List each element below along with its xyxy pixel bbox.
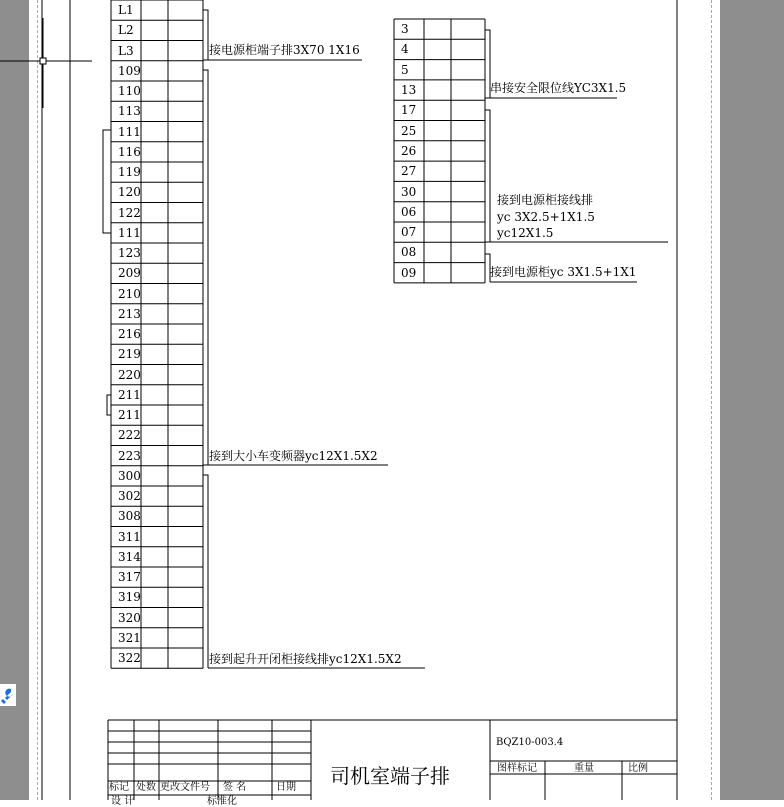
- left-strip-terminal-label: 211: [118, 387, 141, 402]
- tb-scale: 比例: [628, 763, 648, 774]
- left-strip-terminal-label: 220: [118, 367, 141, 382]
- tb-date-col: 日期: [276, 782, 296, 793]
- right-strip-terminal-label: 5: [401, 62, 409, 77]
- left-strip-terminal-label: 111: [118, 225, 141, 240]
- annotation-inverter: 接到大小车变频器yc12X1.5X2: [209, 449, 378, 463]
- annotation-power-terminal-1: 接到电源柜接线排: [497, 193, 594, 207]
- bracket-inverter: [203, 70, 208, 465]
- left-strip-terminal-label: 210: [118, 286, 141, 301]
- left-strip-terminal-label: 302: [118, 489, 141, 504]
- left-strip-terminal-label: 119: [118, 165, 141, 180]
- left-strip-terminal-label: 111: [118, 124, 141, 139]
- left-strip-terminal-label: 216: [118, 327, 141, 342]
- left-strip-terminal-label: 317: [118, 570, 141, 585]
- left-strip-terminal-label: 219: [118, 347, 141, 362]
- crosshair-pickbox: [40, 58, 46, 64]
- right-strip-terminal-label: 07: [401, 225, 417, 240]
- annotation-safety-limit: 串接安全限位线YC3X1.5: [490, 81, 627, 95]
- left-strip-terminal-label: L1: [118, 3, 134, 18]
- left-strip-terminal-label: 300: [118, 468, 141, 483]
- left-strip-terminal-label: 314: [118, 549, 141, 564]
- right-strip-terminal-label: 27: [401, 164, 417, 179]
- bracket-hoist: [203, 475, 208, 668]
- left-strip-terminal-label: L2: [118, 23, 134, 38]
- tb-standard-row: 标准化: [207, 796, 237, 807]
- tb-design-row: 设 计: [111, 796, 135, 807]
- annotation-power-cabinet-yc: 接到电源柜yc 3X1.5+1X1: [490, 265, 637, 279]
- tb-weight: 重量: [574, 763, 594, 774]
- annotation-power-cabinet: 接电源柜端子排3X70 1X16: [209, 43, 360, 57]
- annotation-hoist-cabinet: 接到起升开闭柜接线排yc12X1.5X2: [209, 652, 402, 666]
- left-strip-terminal-label: 321: [118, 630, 141, 645]
- left-strip-terminal-label: 110: [118, 84, 141, 99]
- left-strip-terminal-label: 209: [118, 266, 141, 281]
- annotation-power-terminal-2: yc 3X2.5+1X1.5: [497, 210, 595, 224]
- drawing-title: 司机室端子排: [330, 764, 450, 788]
- left-strip-terminal-label: 109: [118, 63, 141, 78]
- right-strip-terminal-label: 30: [401, 184, 417, 199]
- left-strip-terminal-label: 322: [118, 651, 141, 666]
- left-strip-terminal-label: 320: [118, 610, 141, 625]
- tb-count-col: 处数: [136, 782, 156, 793]
- bracket-power-cabinet: [203, 10, 208, 60]
- left-strip-terminal-label: 120: [118, 185, 141, 200]
- right-strip-terminal-label: 13: [401, 83, 417, 98]
- tb-sign-col: 签 名: [223, 782, 247, 793]
- right-strip-terminal-label: 09: [401, 265, 417, 280]
- annotation-power-terminal-3: yc12X1.5: [497, 226, 554, 240]
- left-strip-terminal-label: 223: [118, 448, 141, 463]
- left-strip-terminal-label: 122: [118, 205, 141, 220]
- right-strip-terminal-label: 06: [401, 204, 417, 219]
- jumper-211: [107, 395, 111, 415]
- tb-drawing-mark: 图样标记: [497, 763, 537, 774]
- right-strip-terminal-label: 26: [401, 143, 417, 158]
- right-strip-terminal-label: 3: [401, 22, 409, 37]
- drawing-number: BQZ10-003.4: [496, 737, 564, 748]
- jumper-111: [103, 130, 111, 233]
- left-strip-terminal-label: 311: [118, 529, 141, 544]
- right-strip-terminal-label: 17: [401, 103, 417, 118]
- right-strip-terminal-label: 25: [401, 123, 417, 138]
- tb-mark-col: 标记: [109, 782, 129, 793]
- tb-change-doc-col: 更改文件号: [160, 782, 210, 793]
- left-strip-terminal-label: 308: [118, 509, 141, 524]
- right-strip-terminal-label: 4: [401, 42, 409, 57]
- left-strip-terminal-label: L3: [118, 43, 134, 58]
- left-strip-terminal-label: 211: [118, 408, 141, 423]
- left-strip-terminal-label: 222: [118, 428, 141, 443]
- bracket-power-terminal: [485, 110, 490, 242]
- left-strip-terminal-label: 319: [118, 590, 141, 605]
- left-strip-terminal-label: 123: [118, 246, 141, 261]
- left-strip-terminal-label: 113: [118, 104, 141, 119]
- left-strip-terminal-label: 116: [118, 144, 141, 159]
- right-strip-terminal-label: 08: [401, 245, 417, 260]
- left-strip-terminal-label: 213: [118, 306, 141, 321]
